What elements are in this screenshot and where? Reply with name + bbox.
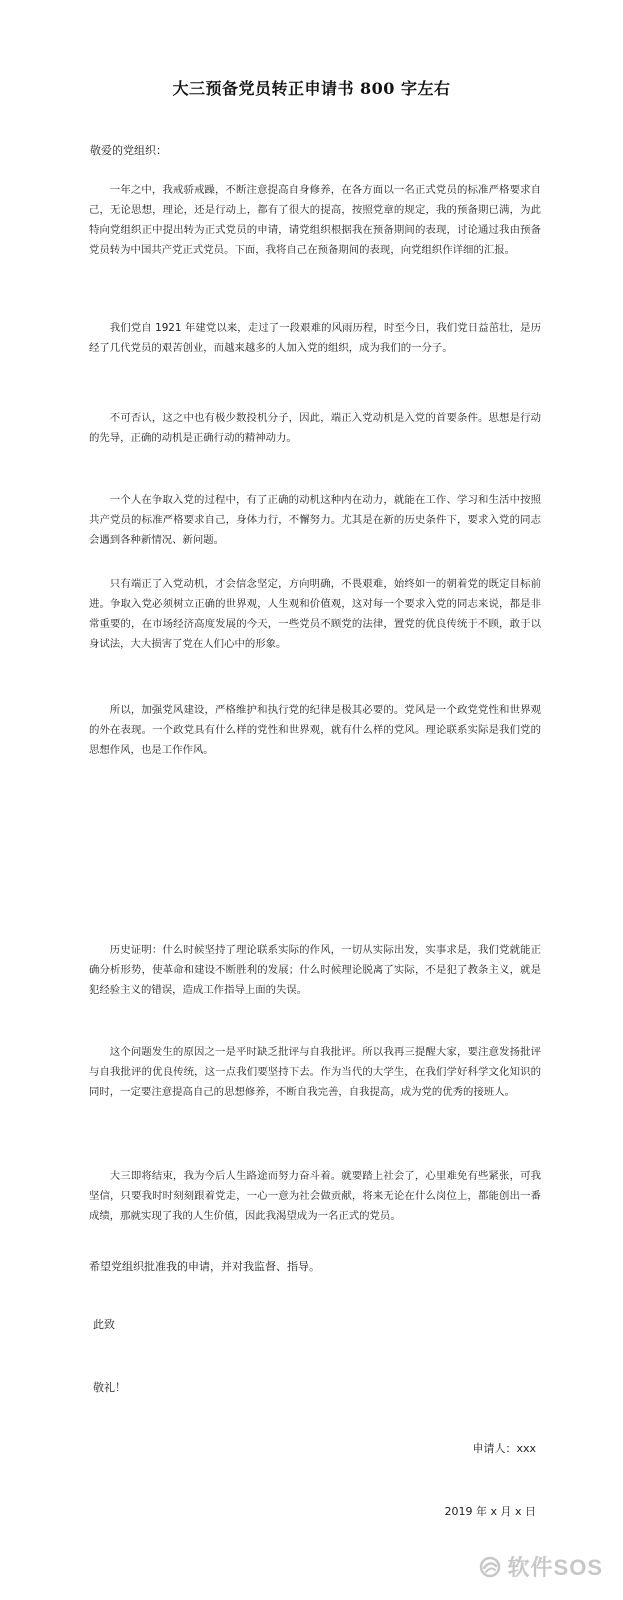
closing-jingli: 敬礼！	[93, 1381, 126, 1394]
watermark	[478, 1551, 603, 1582]
paragraph-2: 我们党自 1921 年建党以来，走过了一段艰难的风雨历程，时至今日，我们党日益茁壮，是历经了几代党员的艰苦创业，而越来越多的人加入党的组织，成为我们的一分子。	[89, 322, 541, 354]
paragraph-3: 不可否认，这之中也有极少数投机分子，因此，端正入党动机是入党的首要条件。思想是行动的先导，正确的动机是正确行动的精神动力。	[89, 412, 541, 444]
wish-line: 希望党组织批准我的申请，并对我监督、指导。	[89, 1260, 320, 1273]
paragraph-9: 大三即将结束，我为今后人生路途而努力奋斗着。就要踏上社会了，心里难免有些紧张，可我坚信，只要我时时刻刻跟着党走，一心一意为社会做贡献，将来无论在什么岗位上，都能创出一番成绩，那就实现了我的人生价值，因此我渴望成为一名正式的党员。	[89, 1170, 541, 1222]
watermark-text: 软件SOS	[507, 1555, 603, 1580]
greeting: 敬爱的党组织：	[90, 144, 167, 157]
paragraph-4: 一个人在争取入党的过程中，有了正确的动机这种内在动力，就能在工作、学习和生活中按照共产党员的标准严格要求自己，身体力行，不懈努力。尤其是在新的历史条件下，要求入党的同志会遇到各种新情况、新问题。	[89, 494, 541, 546]
paragraph-8: 这个问题发生的原因之一是平时缺乏批评与自我批评。所以我再三提醒大家，要注意发扬批评与自我批评的优良传统，这一点我们要坚持下去。作为当代的大学生，在我们学好科学文化知识的同时，一定要注意提高自己的思想修养，不断自我完善，自我提高，成为党的优秀的接班人。	[89, 1046, 541, 1098]
paragraph-6: 所以，加强党风建设，严格维护和执行党的纪律是极其必要的。党风是一个政党党性和世界观的外在表现。一个政党具有什么样的党性和世界观，就有什么样的党风。理论联系实际是我们党的思想作风，也是工作作风。	[89, 704, 541, 756]
swirl-logo-icon	[478, 1555, 502, 1579]
paragraph-5: 只有端正了入党动机，才会信念坚定，方向明确，不畏艰难，始终如一的朝着党的既定目标前进。争取入党必须树立正确的世界观，人生观和价值观，这对每一个要求入党的同志来说，都是非常重要的，在市场经济高度发展的今天，一些党员不顾党的法律，置党的优良传统于不顾，敢于以身试法，大大损害了党在人们心中的形象。	[89, 578, 541, 650]
paragraph-1: 一年之中，我戒骄戒躁，不断注意提高自身修养，在各方面以一名正式党员的标准严格要求自己，无论思想，理论，还是行动上，都有了很大的提高，按照党章的规定，我的预备期已满，为此特向党组织正中提出转为正式党员的申请，请党组织根据我在预备期间的表现，讨论通过我由预备党员转为中国共产党正式党员。下面，我将自己在预备期间的表现，向党组织作详细的汇报。	[89, 184, 541, 256]
document-title: 大三预备党员转正申请书 800 字左右	[172, 79, 451, 98]
date-line: 2019 年 x 月 x 日	[444, 1505, 536, 1518]
applicant-signature: 申请人：xxx	[472, 1442, 536, 1455]
paragraph-7: 历史证明：什么时候坚持了理论联系实际的作风，一切从实际出发，实事求是，我们党就能正确分析形势，使革命和建设不断胜利的发展；什么时候理论脱离了实际，不是犯了教条主义，就是犯经验主义的错误，造成工作指导上面的失误。	[89, 944, 541, 996]
closing-cizhi: 此致	[93, 1318, 115, 1331]
